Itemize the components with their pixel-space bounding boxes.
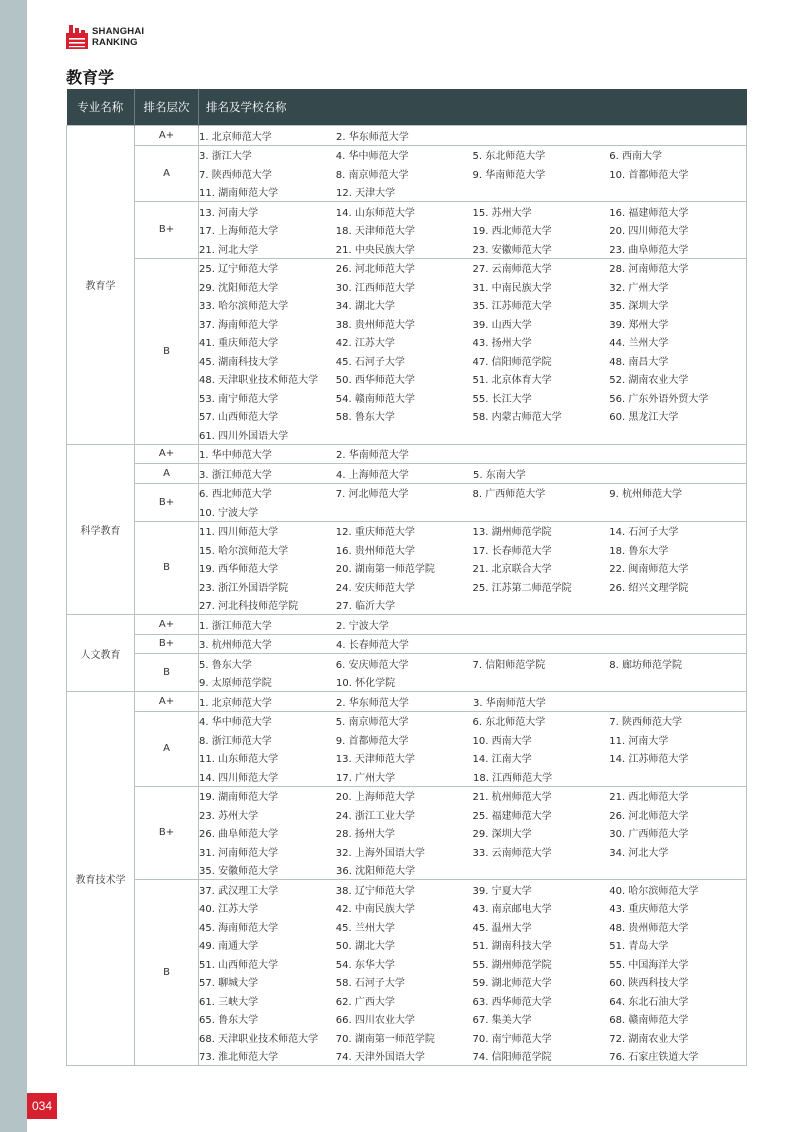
tier-level: B [135, 258, 199, 444]
school-entry: 45. 湖南科技大学 [199, 356, 279, 368]
school-list [199, 786, 747, 880]
tier-level: A [135, 711, 199, 786]
school-entry: 65. 鲁东大学 [199, 1015, 259, 1027]
school-entry: 62. 广西大学 [335, 996, 395, 1008]
school-entry: 49. 南通大学 [199, 941, 259, 953]
school-entry: 24. 浙江工业大学 [335, 810, 415, 822]
school-line [199, 559, 746, 578]
school-line [199, 596, 746, 615]
school-entry: 29. 沈阳师范大学 [199, 282, 279, 294]
school-line [199, 954, 746, 973]
table-row [67, 258, 747, 444]
school-list [199, 692, 747, 712]
table-row [67, 521, 747, 615]
school-entry: 4. 华中师范大学 [199, 717, 272, 729]
school-entry: 48. 天津职业技术师范大学 [199, 375, 319, 387]
school-list [199, 711, 747, 786]
school-entry: 11. 河南大学 [609, 735, 669, 747]
school-entry: 27. 临沂大学 [336, 601, 396, 613]
school-entry: 43. 扬州大学 [472, 338, 532, 350]
school-line [199, 164, 746, 183]
school-entry: 14. 江苏师范大学 [609, 754, 689, 766]
school-entry: 4. 长春师范大学 [336, 640, 409, 652]
school-entry: 22. 闽南师范大学 [609, 564, 689, 576]
school-entry: 25. 辽宁师范大学 [199, 264, 279, 276]
school-line [199, 277, 746, 296]
table-row [67, 444, 747, 464]
school-list [199, 634, 747, 654]
school-entry: 10. 宁波大学 [199, 507, 259, 519]
school-entry: 2. 华东师范大学 [336, 131, 409, 143]
school-entry: 13. 河南大学 [199, 207, 259, 219]
school-entry: 45. 石河子大学 [335, 356, 405, 368]
tier-level: B+ [135, 202, 199, 259]
school-line [199, 899, 746, 918]
page-number: 034 [27, 1093, 57, 1119]
school-line [199, 1010, 746, 1029]
school-list [199, 258, 747, 444]
school-entry: 51. 青岛大学 [609, 941, 669, 953]
school-entry: 9. 杭州师范大学 [609, 489, 682, 501]
school-entry: 5. 东南大学 [473, 469, 526, 481]
tier-level: B [135, 880, 199, 1066]
tier-level: A [135, 464, 199, 484]
school-entry: 31. 河南师范大学 [199, 847, 279, 859]
school-entry: 25. 江苏第二师范学院 [472, 582, 572, 594]
school-entry: 21. 北京联合大学 [472, 564, 552, 576]
school-list [199, 521, 747, 615]
school-entry: 21. 河北大学 [199, 244, 259, 256]
school-list [199, 202, 747, 259]
school-line [199, 692, 746, 711]
school-entry: 14. 山东师范大学 [335, 207, 415, 219]
school-line [199, 767, 746, 786]
school-line [199, 712, 746, 731]
school-entry: 1. 北京师范大学 [199, 131, 272, 143]
school-line [199, 239, 746, 258]
table-row [67, 202, 747, 259]
school-line [199, 936, 746, 955]
school-entry: 3. 杭州师范大学 [199, 640, 272, 652]
school-list [199, 483, 747, 521]
school-entry: 7. 信阳师范学院 [472, 659, 546, 671]
school-entry: 25. 福建师范大学 [472, 810, 552, 822]
school-line [199, 1047, 746, 1066]
table-row [67, 880, 747, 1066]
school-line [199, 973, 746, 992]
school-list [199, 654, 747, 692]
school-entry: 21. 中央民族大学 [335, 244, 415, 256]
school-entry: 43. 南京邮电大学 [472, 904, 552, 916]
school-entry: 74. 信阳师范学院 [472, 1052, 552, 1064]
table-row [67, 615, 747, 635]
school-entry: 32. 广州大学 [609, 282, 669, 294]
school-entry: 2. 宁波大学 [336, 620, 389, 632]
school-entry: 39. 宁夏大学 [472, 885, 532, 897]
school-list [199, 444, 747, 464]
school-entry: 58. 鲁东大学 [335, 412, 395, 424]
side-bar [0, 0, 27, 1132]
school-line [199, 351, 746, 370]
school-entry: 72. 湖南农业大学 [609, 1033, 689, 1045]
school-list [199, 880, 747, 1066]
school-entry: 1. 华中师范大学 [199, 450, 272, 462]
school-line [199, 824, 746, 843]
school-entry: 57. 山西师范大学 [199, 412, 279, 424]
school-line [199, 259, 746, 278]
school-entry: 39. 郑州大学 [609, 319, 669, 331]
school-entry: 50. 西华师范大学 [335, 375, 415, 387]
logo-line1: SHANGHAI [92, 26, 145, 37]
school-entry: 60. 陕西科技大学 [609, 978, 689, 990]
school-line [199, 445, 746, 464]
school-entry: 13. 湖州师范学院 [472, 527, 552, 539]
school-entry: 31. 中南民族大学 [472, 282, 552, 294]
school-entry: 53. 南宁师范大学 [199, 393, 279, 405]
school-entry: 48. 贵州师范大学 [609, 922, 689, 934]
school-entry: 30. 江西师范大学 [335, 282, 415, 294]
school-entry: 13. 天津师范大学 [335, 754, 415, 766]
school-entry: 51. 湖南科技大学 [472, 941, 552, 953]
school-entry: 34. 湖北大学 [335, 301, 395, 313]
tier-level: B+ [135, 634, 199, 654]
tier-level: A+ [135, 692, 199, 712]
school-entry: 38. 辽宁师范大学 [335, 885, 415, 897]
school-entry: 45. 温州大学 [472, 922, 532, 934]
school-line [199, 370, 746, 389]
school-list [199, 126, 747, 146]
school-entry: 37. 海南师范大学 [199, 319, 279, 331]
school-line [199, 484, 746, 503]
school-line [199, 673, 746, 692]
table-row [67, 692, 747, 712]
school-entry: 6. 西北师范大学 [199, 489, 272, 501]
school-entry: 42. 中南民族大学 [335, 904, 415, 916]
tier-level: B+ [135, 786, 199, 880]
school-entry: 35. 安徽师范大学 [199, 866, 279, 878]
school-entry: 4. 上海师范大学 [336, 469, 409, 481]
major-name: 科学教育 [67, 444, 135, 615]
school-entry: 9. 太原师范学院 [199, 678, 272, 690]
school-entry: 12. 重庆师范大学 [335, 527, 415, 539]
school-entry: 74. 天津外国语大学 [335, 1052, 425, 1064]
school-entry: 59. 湖北师范大学 [472, 978, 552, 990]
school-entry: 39. 山西大学 [472, 319, 532, 331]
table-row [67, 145, 747, 202]
school-entry: 26. 河北师范大学 [335, 264, 415, 276]
school-entry: 6. 东北师范大学 [472, 717, 546, 729]
school-line [199, 314, 746, 333]
school-entry: 19. 西北师范大学 [472, 226, 552, 238]
school-entry: 44. 兰州大学 [609, 338, 669, 350]
school-entry: 28. 扬州大学 [335, 829, 395, 841]
major-name: 教育学 [67, 126, 135, 445]
school-entry: 29. 深圳大学 [472, 829, 532, 841]
school-entry: 6. 西南大学 [609, 151, 662, 163]
school-entry: 20. 湖南第一师范学院 [335, 564, 435, 576]
school-entry: 38. 贵州师范大学 [335, 319, 415, 331]
school-list [199, 464, 747, 484]
school-entry: 70. 湖南第一师范学院 [335, 1033, 435, 1045]
school-line [199, 842, 746, 861]
school-entry: 17. 上海师范大学 [199, 226, 279, 238]
school-entry: 14. 石河子大学 [609, 527, 679, 539]
school-entry: 41. 重庆师范大学 [199, 338, 279, 350]
table-row [67, 711, 747, 786]
school-list [199, 145, 747, 202]
school-entry: 57. 聊城大学 [199, 978, 259, 990]
school-line [199, 183, 746, 202]
school-line [199, 202, 746, 221]
school-entry: 18. 天津师范大学 [335, 226, 415, 238]
school-entry: 9. 首都师范大学 [335, 735, 409, 747]
school-entry: 61. 四川外国语大学 [199, 430, 289, 442]
header-major: 专业名称 [67, 89, 135, 126]
school-entry: 40. 哈尔滨师范大学 [609, 885, 699, 897]
school-line [199, 540, 746, 559]
major-name: 人文教育 [67, 615, 135, 692]
school-entry: 54. 赣南师范大学 [335, 393, 415, 405]
school-entry: 45. 海南师范大学 [199, 922, 279, 934]
school-entry: 51. 山西师范大学 [199, 959, 279, 971]
school-line [199, 407, 746, 426]
school-entry: 20. 上海师范大学 [335, 792, 415, 804]
school-entry: 33. 哈尔滨师范大学 [199, 301, 289, 313]
school-entry: 14. 江南大学 [472, 754, 532, 766]
major-name: 教育技术学 [67, 692, 135, 1066]
school-entry: 18. 鲁东大学 [609, 545, 669, 557]
school-entry: 56. 广东外语外贸大学 [609, 393, 709, 405]
school-line [199, 749, 746, 768]
table-row [67, 483, 747, 521]
school-entry: 8. 浙江师范大学 [199, 735, 272, 747]
school-line [199, 1028, 746, 1047]
school-entry: 42. 江苏大学 [335, 338, 395, 350]
ranking-table [66, 89, 747, 1066]
school-entry: 23. 苏州大学 [199, 810, 259, 822]
school-line [199, 522, 746, 541]
school-line [199, 917, 746, 936]
school-entry: 68. 赣南师范大学 [609, 1015, 689, 1027]
school-entry: 27. 河北科技师范学院 [199, 601, 299, 613]
school-entry: 26. 绍兴文理学院 [609, 582, 689, 594]
school-entry: 5. 东北师范大学 [472, 151, 546, 163]
school-line [199, 502, 746, 521]
school-line [199, 787, 746, 806]
school-entry: 3. 浙江大学 [199, 151, 252, 163]
school-entry: 55. 湖州师范学院 [472, 959, 552, 971]
school-entry: 5. 南京师范大学 [335, 717, 409, 729]
school-entry: 33. 云南师范大学 [472, 847, 552, 859]
tier-level: A+ [135, 615, 199, 635]
school-line [199, 654, 746, 673]
school-entry: 26. 曲阜师范大学 [199, 829, 279, 841]
school-line [199, 388, 746, 407]
school-entry: 12. 天津大学 [336, 188, 396, 200]
school-line [199, 861, 746, 880]
school-entry: 63. 西华师范大学 [472, 996, 552, 1008]
ranking-logo-icon [66, 25, 88, 49]
school-entry: 18. 江西师范大学 [473, 772, 553, 784]
school-entry: 2. 华东师范大学 [336, 697, 409, 709]
tier-level: B [135, 521, 199, 615]
school-entry: 19. 湖南师范大学 [199, 792, 279, 804]
school-entry: 10. 西南大学 [472, 735, 532, 747]
school-entry: 10. 怀化学院 [336, 678, 396, 690]
school-line [199, 296, 746, 315]
tier-level: B+ [135, 483, 199, 521]
school-entry: 8. 廊坊师范学院 [609, 659, 682, 671]
school-entry: 14. 四川师范大学 [199, 772, 279, 784]
school-entry: 26. 河北师范大学 [609, 810, 689, 822]
school-entry: 28. 河南师范大学 [609, 264, 689, 276]
school-entry: 1. 北京师范大学 [199, 697, 272, 709]
school-line [199, 464, 746, 483]
school-entry: 36. 沈阳师范大学 [336, 866, 416, 878]
logo-text [92, 26, 144, 48]
school-entry: 67. 集美大学 [472, 1015, 532, 1027]
table-row [67, 126, 747, 146]
school-entry: 66. 四川农业大学 [335, 1015, 415, 1027]
school-entry: 45. 兰州大学 [335, 922, 395, 934]
school-entry: 76. 石家庄铁道大学 [609, 1052, 699, 1064]
school-entry: 7. 陕西师范大学 [199, 169, 272, 181]
school-entry: 24. 安庆师范大学 [335, 582, 415, 594]
school-entry: 50. 湖北大学 [335, 941, 395, 953]
school-entry: 68. 天津职业技术师范大学 [199, 1033, 319, 1045]
school-line [199, 805, 746, 824]
school-entry: 3. 华南师范大学 [473, 697, 546, 709]
tier-level: A+ [135, 444, 199, 464]
school-entry: 73. 淮北师范大学 [199, 1052, 279, 1064]
table-row [67, 634, 747, 654]
school-entry: 3. 浙江师范大学 [199, 469, 272, 481]
school-entry: 7. 陕西师范大学 [609, 717, 682, 729]
school-entry: 1. 浙江师范大学 [199, 620, 272, 632]
school-entry: 51. 北京体育大学 [472, 375, 552, 387]
school-entry: 55. 中国海洋大学 [609, 959, 689, 971]
school-entry: 8. 广西师范大学 [472, 489, 546, 501]
school-entry: 9. 华南师范大学 [472, 169, 546, 181]
school-line [199, 126, 746, 145]
school-entry: 32. 上海外国语大学 [335, 847, 425, 859]
school-entry: 64. 东北石油大学 [609, 996, 689, 1008]
school-line [199, 425, 746, 444]
tier-level: A [135, 145, 199, 202]
school-entry: 19. 西华师范大学 [199, 564, 279, 576]
school-entry: 35. 深圳大学 [609, 301, 669, 313]
table-row [67, 654, 747, 692]
school-entry: 7. 河北师范大学 [335, 489, 409, 501]
school-entry: 27. 云南师范大学 [472, 264, 552, 276]
school-line [199, 221, 746, 240]
school-entry: 16. 福建师范大学 [609, 207, 689, 219]
school-entry: 55. 长江大学 [472, 393, 532, 405]
school-entry: 8. 南京师范大学 [335, 169, 409, 181]
school-line [199, 615, 746, 634]
school-entry: 40. 江苏大学 [199, 904, 259, 916]
school-entry: 2. 华南师范大学 [336, 450, 409, 462]
school-entry: 37. 武汉理工大学 [199, 885, 279, 897]
school-entry: 21. 杭州师范大学 [472, 792, 552, 804]
school-entry: 34. 河北大学 [609, 847, 669, 859]
school-line [199, 333, 746, 352]
school-entry: 58. 石河子大学 [335, 978, 405, 990]
school-entry: 10. 首都师范大学 [609, 169, 689, 181]
school-list [199, 615, 747, 635]
school-entry: 54. 东华大学 [335, 959, 395, 971]
school-entry: 61. 三峡大学 [199, 996, 259, 1008]
school-entry: 70. 南宁师范大学 [472, 1033, 552, 1045]
school-entry: 16. 贵州师范大学 [335, 545, 415, 557]
school-entry: 5. 鲁东大学 [199, 659, 252, 671]
school-entry: 17. 长春师范大学 [472, 545, 552, 557]
school-line [199, 635, 746, 654]
school-entry: 20. 四川师范大学 [609, 226, 689, 238]
school-entry: 23. 安徽师范大学 [472, 244, 552, 256]
school-entry: 35. 江苏师范大学 [472, 301, 552, 313]
school-entry: 23. 曲阜师范大学 [609, 244, 689, 256]
table-row [67, 786, 747, 880]
school-entry: 48. 南昌大学 [609, 356, 669, 368]
school-entry: 15. 哈尔滨师范大学 [199, 545, 289, 557]
tier-level: A+ [135, 126, 199, 146]
table-row [67, 464, 747, 484]
school-entry: 11. 湖南师范大学 [199, 188, 279, 200]
section-title: 教育学 [66, 68, 115, 87]
tier-level: B [135, 654, 199, 692]
school-entry: 43. 重庆师范大学 [609, 904, 689, 916]
school-entry: 52. 湖南农业大学 [609, 375, 689, 387]
table-header-row [67, 89, 747, 126]
school-entry: 47. 信阳师范学院 [472, 356, 552, 368]
school-entry: 6. 安庆师范大学 [335, 659, 409, 671]
school-line [199, 577, 746, 596]
school-entry: 17. 广州大学 [336, 772, 396, 784]
ranking-table-body [67, 126, 747, 1066]
school-entry: 4. 华中师范大学 [335, 151, 409, 163]
header-tier: 排名层次 [135, 89, 199, 126]
school-entry: 60. 黑龙江大学 [609, 412, 679, 424]
school-entry: 11. 四川师范大学 [199, 527, 279, 539]
school-line [199, 991, 746, 1010]
school-entry: 58. 内蒙古师范大学 [472, 412, 562, 424]
header-ranking: 排名及学校名称 [199, 89, 747, 126]
school-entry: 21. 西北师范大学 [609, 792, 689, 804]
school-line [199, 146, 746, 165]
school-line [199, 730, 746, 749]
school-entry: 30. 广西师范大学 [609, 829, 689, 841]
school-entry: 15. 苏州大学 [472, 207, 532, 219]
school-entry: 23. 浙江外国语学院 [199, 582, 289, 594]
logo-line2: RANKING [92, 37, 138, 48]
school-entry: 11. 山东师范大学 [199, 754, 279, 766]
school-line [199, 880, 746, 899]
